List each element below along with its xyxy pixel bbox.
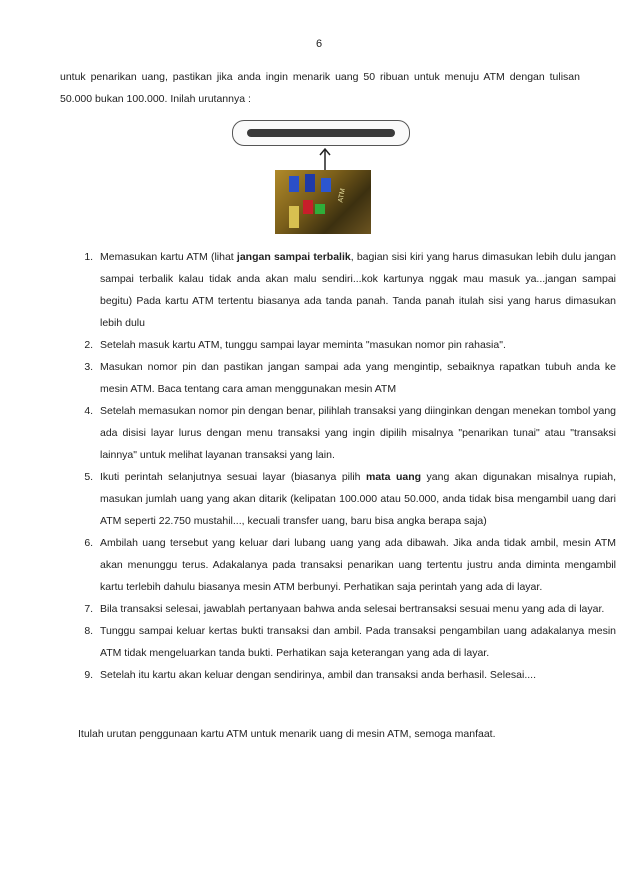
atm-card-slot-illustration xyxy=(232,118,410,228)
step-text: Bila transaksi selesai, jawablah pertanyaan bahwa anda selesai bertransaksi sesuai menu yang ada di layar. xyxy=(100,603,605,615)
step-text: Setelah masuk kartu ATM, tunggu sampai layar meminta "masukan nomor pin rahasia". xyxy=(100,339,506,351)
list-item xyxy=(96,620,616,664)
step-emphasis: mata uang xyxy=(366,471,422,483)
list-item xyxy=(96,466,616,532)
step-text: yang akan digunakan misalnya rupiah, masukan jumlah uang yang akan ditarik (kelipatan 100.000 atau 50.000, anda tidak bisa mengambil uang dari ATM seperti 22.750 mustahil..., kecuali transfer uang, baru bisa angka berapa saja) xyxy=(100,471,617,527)
closing-paragraph: Itulah urutan penggunaan kartu ATM untuk menarik uang di mesin ATM, semoga manfaat. xyxy=(78,728,496,740)
card-red-mark xyxy=(303,200,313,214)
page-number: 6 xyxy=(315,38,323,50)
list-item xyxy=(96,532,616,598)
list-item xyxy=(96,246,616,334)
step-text: Memasukan kartu ATM (lihat xyxy=(100,251,237,263)
atm-card-photo xyxy=(275,170,371,234)
card-text: ATM xyxy=(337,187,347,204)
step-text: , bagian sisi kiri yang harus dimasukan lebih dulu jangan sampai terbalik kalau tidak anda akan malu sendiri...kok kartunya nggak mau masuk ya...jangan sampai begitu) Pada kartu ATM tertentu biasanya ada tanda panah. Tanda panah itulah sisi yang harus dimasukan lebih dulu xyxy=(100,251,616,329)
list-item xyxy=(96,400,616,466)
card-slot-opening xyxy=(247,129,395,137)
card-green-mark xyxy=(315,204,325,214)
step-text: Tunggu sampai keluar kertas bukti transaksi dan ambil. Pada transaksi pengambilan uang adakalanya mesin ATM tidak mengeluarkan tanda bukti. Perhatikan saja keterangan yang ada di layar. xyxy=(100,625,616,659)
list-item xyxy=(96,598,616,620)
list-item xyxy=(96,664,616,686)
step-text: Masukan nomor pin dan pastikan jangan sampai ada yang mengintip, sebaiknya rapatkan tubuh anda ke mesin ATM. Baca tentang cara aman menggunakan mesin ATM xyxy=(100,361,616,395)
step-text: Ambilah uang tersebut yang keluar dari lubang uang yang ada dibawah. Jika anda tidak ambil, mesin ATM akan menunggu terus. Adakalanya pada transaksi penarikan uang tertentu justru anda diminta mengambil kartu terlebih dahulu biasanya mesin ATM berbunyi. Perhatikan saja perintah yang ada di layar. xyxy=(100,537,616,593)
step-text: Ikuti perintah selanjutnya sesuai layar (biasanya pilih xyxy=(100,471,366,483)
intro-paragraph: untuk penarikan uang, pastikan jika anda ingin menarik uang 50 ribuan untuk menuju ATM dengan tulisan 50.000 bukan 100.000. Inilah urutannya : xyxy=(60,71,580,105)
step-emphasis: jangan sampai terbalik xyxy=(236,251,351,263)
card-blue-mark xyxy=(305,174,315,192)
steps-list xyxy=(60,246,616,686)
card-blue-mark xyxy=(321,178,331,192)
step-text: Setelah memasukan nomor pin dengan benar, pilihlah transaksi yang diinginkan dengan menekan tombol yang ada disisi layar lurus dengan menu transaksi yang ingin dipilih misalnya "penarikan tunai" atau "transaksi lainnya" untuk melihat layanan transaksi yang lain. xyxy=(100,405,617,461)
list-item xyxy=(96,334,616,356)
list-item xyxy=(96,356,616,400)
card-slot xyxy=(232,120,410,146)
card-blue-mark xyxy=(289,176,299,192)
card-gold-mark xyxy=(289,206,299,228)
step-text: Setelah itu kartu akan keluar dengan sendirinya, ambil dan transaksi anda berhasil. Selesai.... xyxy=(100,669,537,681)
